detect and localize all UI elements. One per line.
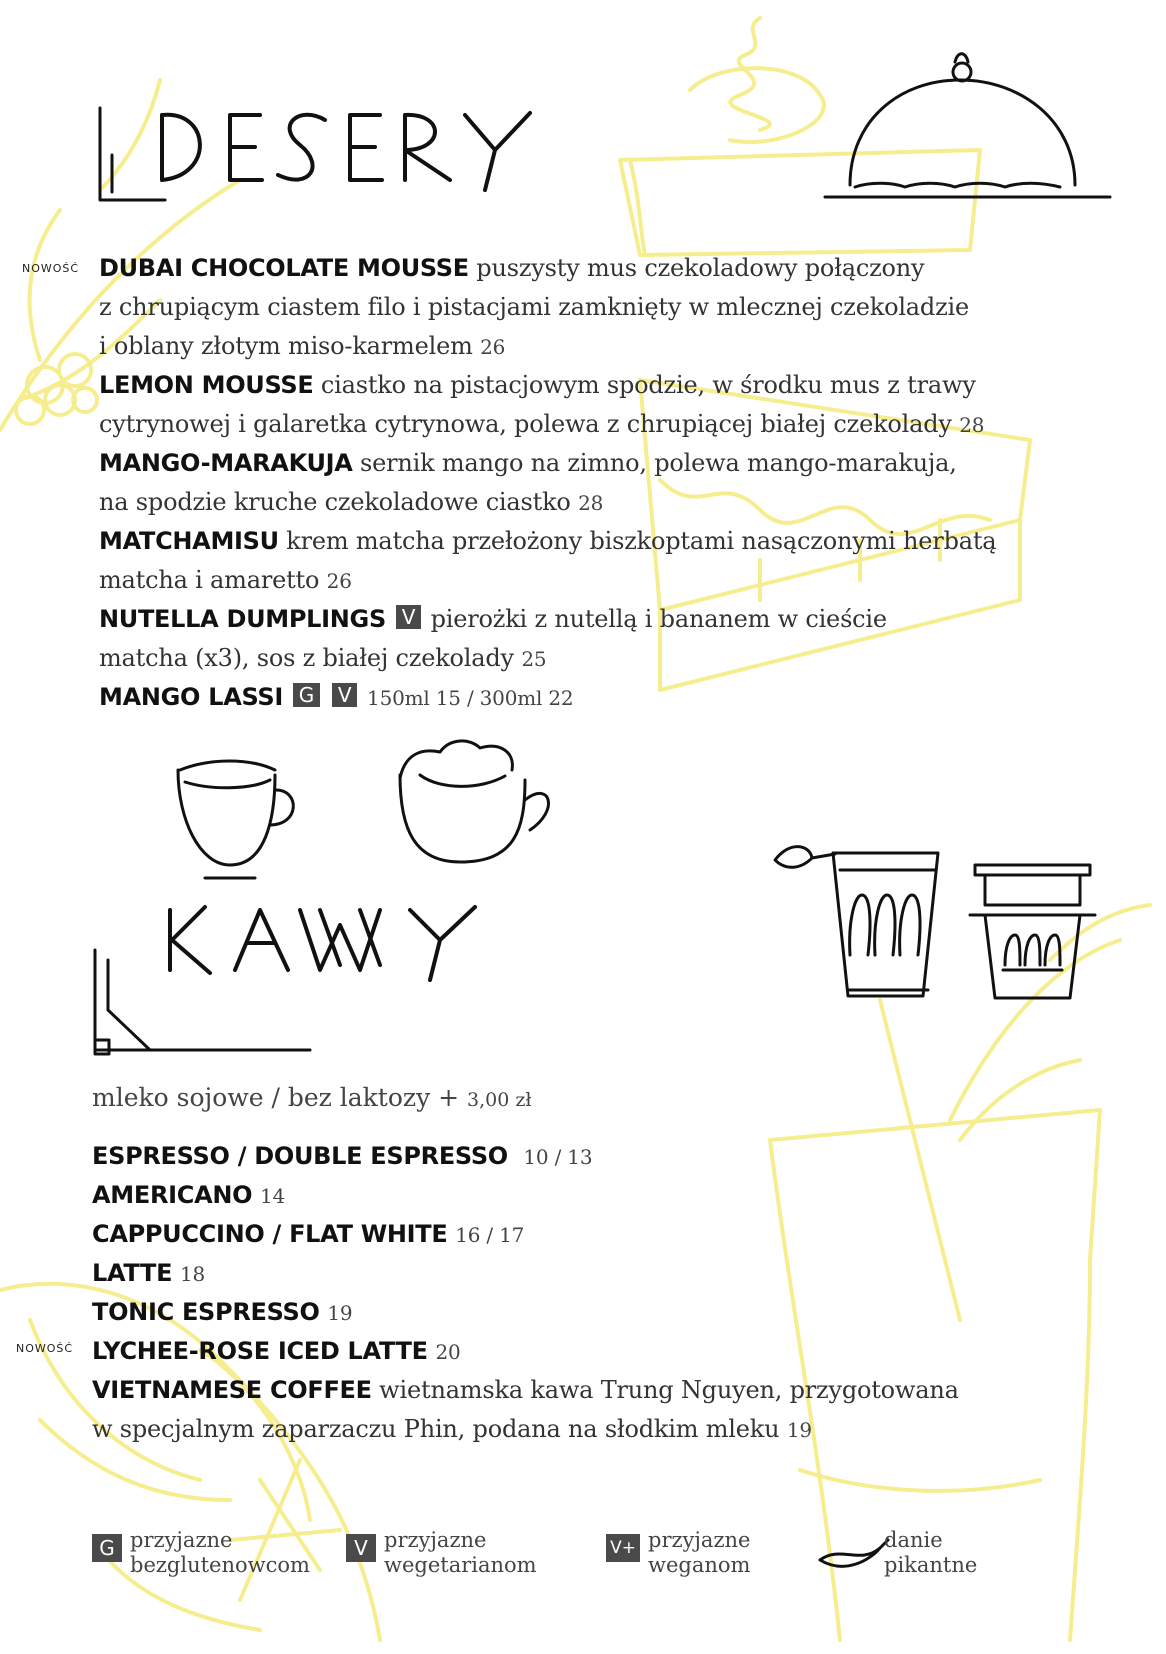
cappuccino-cup-icon — [400, 741, 549, 862]
item-price: 16 / 17 — [455, 1223, 525, 1247]
coffee-item — [92, 1373, 959, 1407]
item-name: MATCHAMISU — [99, 527, 279, 555]
item-desc: cytrynowej i galaretka cytrynowa, polewa z chrupiącej białej czekolady — [99, 410, 960, 438]
item-price: 10 / 13 — [523, 1145, 593, 1169]
item-price: 150ml 15 / 300ml 22 — [367, 686, 574, 710]
dessert-item — [99, 680, 573, 715]
dessert-item-cont — [99, 290, 969, 324]
desery-title-lettering — [150, 95, 570, 195]
legend-line: przyjazne — [384, 1528, 487, 1552]
legend-line: przyjazne — [648, 1528, 751, 1552]
item-name: TONIC ESPRESSO — [92, 1298, 320, 1326]
legend-line: pikantne — [884, 1553, 978, 1577]
legend-line: danie — [884, 1528, 943, 1552]
item-desc: z chrupiącym ciastem filo i pistacjami zamknięty w mlecznej czekoladzie — [99, 293, 969, 321]
item-desc: pierożki z nutellą i bananem w cieście — [423, 605, 887, 633]
item-price: 18 — [179, 1262, 206, 1286]
item-price: 19 — [786, 1418, 812, 1442]
legend-line: bezglutenowcom — [130, 1553, 310, 1577]
vegetarian-badge: V — [332, 683, 357, 707]
gluten-free-badge: G — [293, 683, 320, 707]
milk-note — [92, 1083, 532, 1112]
chili-icon-path — [820, 1540, 888, 1566]
legend-spicy — [884, 1528, 977, 1578]
dessert-item-cont — [99, 563, 352, 598]
item-name: MANGO-MARAKUJA — [99, 449, 353, 477]
iced-glass-icon — [775, 847, 938, 996]
item-name: CAPPUCCINO / FLAT WHITE — [92, 1220, 448, 1248]
item-name: ESPRESSO / DOUBLE ESPRESSO — [92, 1142, 508, 1170]
item-price: 28 — [578, 491, 604, 515]
dessert-item-cont — [99, 485, 603, 520]
dessert-item-cont — [99, 641, 546, 676]
coffee-item — [92, 1139, 592, 1174]
item-price: 14 — [260, 1184, 286, 1208]
gluten-free-badge: G — [92, 1534, 122, 1562]
dessert-item-cont — [99, 329, 505, 364]
item-price: 20 — [435, 1340, 461, 1364]
item-desc: ciastko na pistacjowym spodzie, w środku mus z trawy — [313, 371, 976, 399]
item-desc: sernik mango na zimno, polewa mango-marakuja, — [352, 449, 957, 477]
dessert-item-cont — [99, 407, 984, 442]
vegetarian-badge: V — [346, 1534, 376, 1562]
item-price: 26 — [326, 569, 352, 593]
coffee-item — [92, 1295, 352, 1330]
dessert-item — [99, 368, 976, 402]
milk-note-price: 3,00 zł — [467, 1089, 532, 1111]
new-tag: NOWOŚĆ — [22, 262, 80, 275]
coffee-item — [92, 1256, 205, 1291]
milk-note-text: mleko sojowe / bez laktozy + — [92, 1083, 468, 1112]
legend-line: wegetarianom — [384, 1553, 537, 1577]
item-name: VIETNAMESE COFFEE — [92, 1376, 372, 1404]
item-name: MANGO LASSI — [99, 683, 283, 711]
item-desc: w specjalnym zaparzaczu Phin, podana na słodkim mleku — [92, 1415, 787, 1443]
vegan-badge: V+ — [606, 1534, 640, 1562]
vegetarian-badge: V — [396, 605, 421, 629]
item-price: 19 — [327, 1301, 353, 1325]
dessert-item — [99, 251, 924, 285]
legend-line: weganom — [648, 1553, 751, 1577]
new-tag: NOWOŚĆ — [16, 1342, 74, 1355]
item-name: AMERICANO — [92, 1181, 253, 1209]
item-desc: wietnamska kawa Trung Nguyen, przygotowana — [371, 1376, 959, 1404]
item-price: 26 — [480, 335, 506, 359]
item-desc: matcha (x3), sos z białej czekolady — [99, 644, 522, 672]
item-desc: puszysty mus czekoladowy połączony — [468, 254, 925, 282]
coffee-item — [92, 1178, 285, 1213]
item-desc: na spodzie kruche czekoladowe ciastko — [99, 488, 579, 516]
item-name: NUTELLA DUMPLINGS — [99, 605, 386, 633]
item-price: 28 — [959, 413, 985, 437]
item-name: LATTE — [92, 1259, 173, 1287]
coffee-item — [92, 1334, 461, 1369]
kawy-title-lettering — [160, 895, 500, 985]
legend-vegan — [606, 1528, 750, 1578]
legend-vegetarian — [346, 1528, 537, 1578]
dessert-item — [99, 524, 996, 558]
dessert-item — [99, 446, 957, 480]
dessert-item — [99, 602, 887, 636]
phin-filter-icon — [970, 865, 1095, 998]
item-name: DUBAI CHOCOLATE MOUSSE — [99, 254, 469, 282]
item-name: LYCHEE-ROSE ICED LATTE — [92, 1337, 428, 1365]
kawy-title — [160, 895, 500, 989]
item-name: LEMON MOUSSE — [99, 371, 314, 399]
item-desc: matcha i amaretto — [99, 566, 327, 594]
desery-title — [150, 95, 570, 199]
item-desc: krem matcha przełożony biszkoptami nasączonymi herbatą — [278, 527, 997, 555]
coffee-cup-icon — [178, 761, 293, 878]
item-desc: i oblany złotym miso-karmelem — [99, 332, 481, 360]
cloche-icon — [825, 54, 1110, 197]
coffee-item-cont — [92, 1412, 812, 1447]
legend-gluten-free — [92, 1528, 310, 1578]
legend-line: przyjazne — [130, 1528, 233, 1552]
coffee-item — [92, 1217, 524, 1252]
item-price: 25 — [521, 647, 547, 671]
